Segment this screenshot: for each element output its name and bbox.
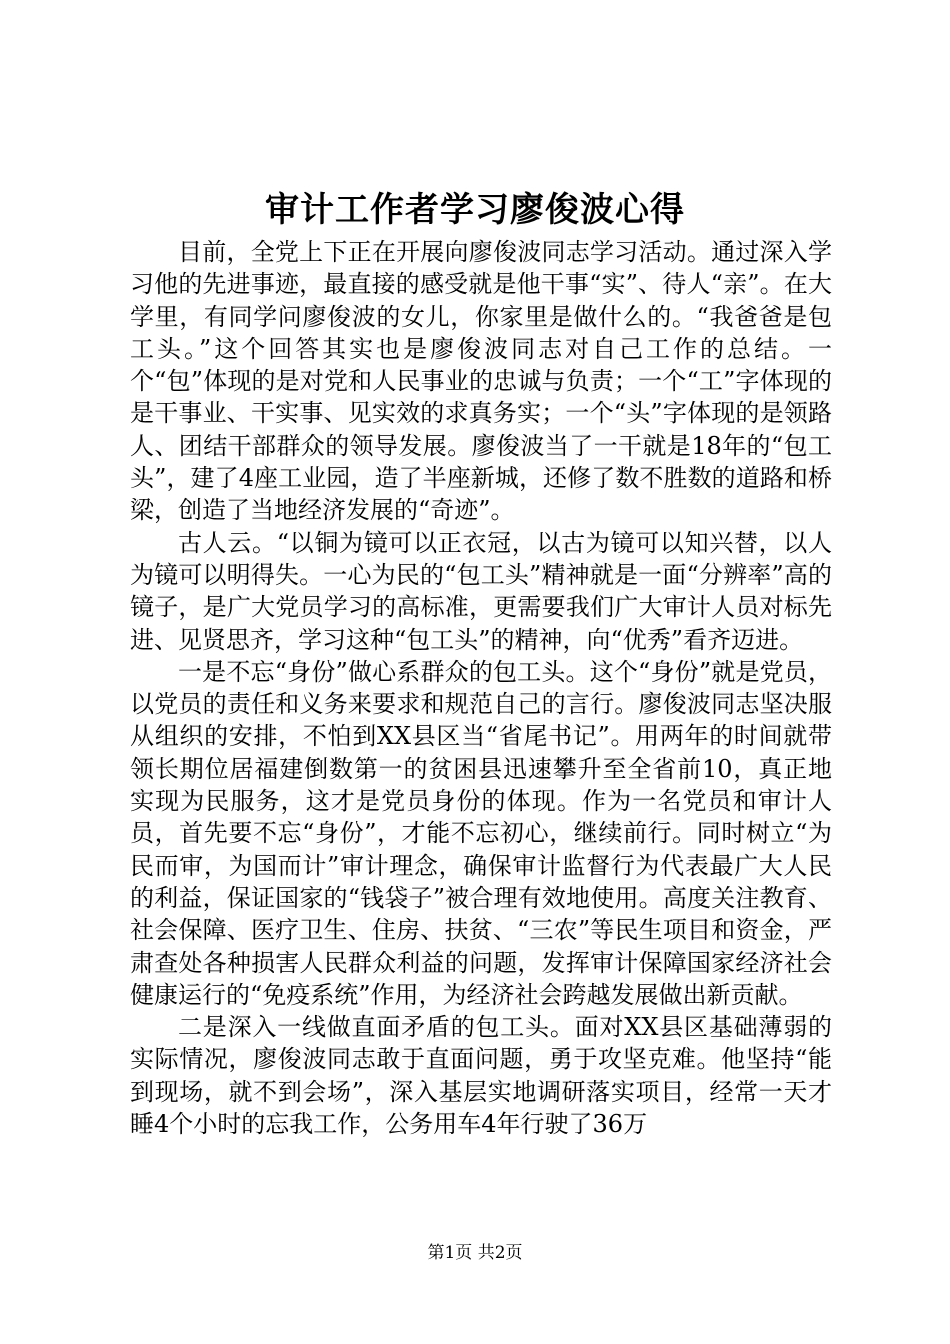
paragraph-mirror: 古人云。“以铜为镜可以正衣冠，以古为镜可以知兴替，以人为镜可以明得失。一心为民的“包工头”精神就是一面“分辨率”高的镜子，是广大党员学习的高标准，更需要我们广大审计人员对标先进、见贤思齐，学习这种“包工头”的精神，向“优秀”看齐迈进。 <box>130 528 832 654</box>
document-title: 审计工作者学习廖俊波心得 <box>265 190 685 230</box>
paragraph-intro: 目前，全党上下正在开展向廖俊波同志学习活动。通过深入学习他的先进事迹，最直接的感受就是他干事“实”、待人“亲”。在大学里，有同学问廖俊波的女儿，你家里是做什么的。“我爸爸是包工头。”这个回答其实也是廖俊波同志对自己工作的总结。一个“包”体现的是对党和人民事业的忠诚与负责；一个“工”字体现的是干事业、干实事、见实效的求真务实；一个“头”字体现的是领路人、团结干部群众的领导发展。廖俊波当了一干就是18年的“包工头”，建了4座工业园，造了半座新城，还修了数不胜数的道路和桥梁，创造了当地经济发展的“奇迹”。 <box>130 238 832 525</box>
paragraph-identity: 一是不忘“身份”做心系群众的包工头。这个“身份”就是党员，以党员的责任和义务来要求和规范自己的言行。廖俊波同志坚决服从组织的安排，不怕到XX县区当“省尾书记”。用两年的时间就带领长期位居福建倒数第一的贫困县迅速攀升至全省前10，真正地实现为民服务，这才是党员身份的体现。作为一名党员和审计人员，首先要不忘“身份”，才能不忘初心，继续前行。同时树立“为民而审，为国而计”审计理念，确保审计监督行为代表最广大人民的利益，保证国家的“钱袋子”被合理有效地使用。高度关注教育、社会保障、医疗卫生、住房、扶贫、“三农”等民生项目和资金，严肃查处各种损害人民群众利益的问题，发挥审计保障国家经济社会健康运行的“免疫系统”作用，为经济社会跨越发展做出新贡献。 <box>130 657 832 1009</box>
page-footer: 第1页 共2页 <box>427 1243 523 1263</box>
document-body <box>130 236 832 1140</box>
paragraph-frontline: 二是深入一线做直面矛盾的包工头。面对XX县区基础薄弱的实际情况，廖俊波同志敢于直面问题，勇于攻坚克难。他坚持“能到现场，就不到会场”，深入基层实地调研落实项目，经常一天才睡4个小时的忘我工作，公务用车4年行驶了36万 <box>130 1013 832 1139</box>
